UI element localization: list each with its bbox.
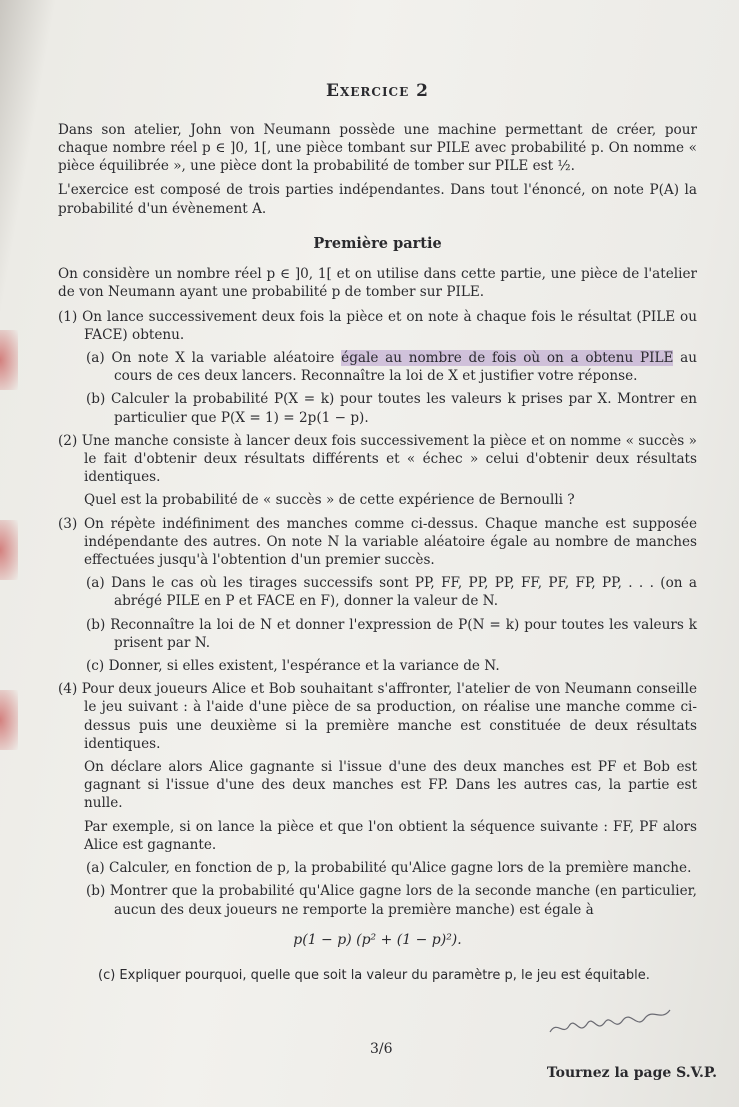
- sub-text: Dans le cas où les tirages successifs sont PP, FF, PP, PP, FF, PF, FP, PP, . . . (on a abrégé PILE en P et FACE en F), donner la valeur de N.: [111, 575, 697, 610]
- sub-label: (b): [86, 616, 106, 633]
- edge-shadow: [0, 330, 18, 390]
- question-1: [58, 308, 697, 344]
- exercise-title: Exercice 2: [326, 81, 429, 101]
- sub-text: Montrer que la probabilité qu'Alice gagne lors de la seconde manche (en particulier, aucun des deux joueurs ne remporte la première manche) est égale à: [109, 883, 697, 918]
- sub-text: Reconnaître la loi de N et donner l'expression de P(N = k) pour toutes les valeurs k prisent par N.: [110, 616, 697, 651]
- question-4a: [86, 859, 697, 877]
- question-number: (4): [58, 681, 78, 698]
- question-1a: [86, 349, 697, 385]
- question-text: Pour deux joueurs Alice et Bob souhaitant s'affronter, l'atelier de von Neumann conseille le jeu suivant : à l'aide d'une pièce de sa production, on réalise une manche comme ci-dessus puis une deuxième si la première manche est constituée de deux résultats identiques.: [81, 681, 697, 752]
- question-4c: (c) Expliquer pourquoi, quelle que soit la valeur du paramètre p, le jeu est équitable.: [98, 968, 650, 984]
- question-4-example: Par exemple, si on lance la pièce et que l'on obtient la séquence suivante : FF, PF alors Alice est gagnante.: [84, 818, 697, 853]
- turn-page-note: Tournez la page S.V.P.: [546, 1065, 717, 1081]
- question-3c: [86, 657, 697, 675]
- question-number: (1): [58, 308, 78, 325]
- question-number: (2): [58, 432, 78, 449]
- question-number: (3): [58, 515, 78, 532]
- question-text: Une manche consiste à lancer deux fois successivement la pièce et on nomme « succès » le fait d'obtenir deux résultats différents et « échec » celui d'obtenir deux résultats identiques.: [81, 432, 697, 486]
- sub-label: (c): [86, 658, 105, 675]
- question-2: [58, 432, 697, 487]
- sub-label: (b): [86, 391, 106, 408]
- sub-label: (b): [86, 883, 106, 900]
- question-3: [58, 515, 697, 570]
- intro-paragraph-2: L'exercice est composé de trois parties indépendantes. Dans tout l'énoncé, on note P(A) la probabilité d'un évènement A.: [58, 182, 697, 217]
- formula: p(1 − p) (p² + (1 − p)²).: [293, 931, 462, 948]
- sub-text: au cours de ces deux lancers. Reconnaître la loi de X et justifier votre réponse.: [114, 350, 697, 385]
- question-1b: [86, 390, 697, 426]
- part-title: Première partie: [313, 234, 442, 252]
- intro-paragraph-1: Dans son atelier, John von Neumann possède une machine permettant de créer, pour chaque nombre réel p ∈ ]0, 1[, une pièce tombant sur PILE avec probabilité p. On nomme « pièce équilibrée », une pièce dont la probabilité de tomber sur PILE est ½.: [58, 121, 697, 175]
- sub-label: (a): [86, 860, 105, 877]
- sub-text: Donner, si elles existent, l'espérance et la variance de N.: [108, 658, 500, 675]
- sub-label: (a): [86, 575, 105, 592]
- sub-text: On note X la variable aléatoire: [111, 350, 342, 367]
- question-3b: [86, 616, 697, 652]
- edge-shadow: [0, 690, 18, 750]
- part-intro: On considère un nombre réel p ∈ ]0, 1[ et on utilise dans cette partie, une pièce de l'atelier de von Neumann ayant une probabilité p de tomber sur PILE.: [58, 266, 697, 301]
- question-4-rules: On déclare alors Alice gagnante si l'issue d'une des deux manches est PF et Bob est gagnant si l'issue d'une des deux manches est FP. Dans les autres cas, la partie est nulle.: [84, 759, 697, 812]
- handwritten-signature-icon: [545, 1002, 675, 1042]
- question-text: On répète indéfiniment des manches comme ci-dessus. Chaque manche est supposée indépendante des autres. On note N la variable aléatoire égale au nombre de manches effectuées jusqu'à l'obtention d'un premier succès.: [84, 515, 697, 569]
- question-4b: [86, 882, 697, 918]
- edge-shadow: [0, 520, 18, 580]
- sub-text: Calculer, en fonction de p, la probabilité qu'Alice gagne lors de la première manche.: [109, 860, 692, 877]
- question-text: On lance successivement deux fois la pièce et on note à chaque fois le résultat (PILE ou FACE) obtenu.: [82, 308, 697, 343]
- page-number: 3/6: [370, 1041, 393, 1057]
- sub-text: Calculer la probabilité P(X = k) pour toutes les valeurs k prises par X. Montrer en particulier que P(X = 1) = 2p(1 − p).: [110, 391, 697, 426]
- question-4: [58, 680, 697, 753]
- question-3a: [86, 574, 697, 610]
- highlighted-text: égale au nombre de fois où on a obtenu PILE: [341, 350, 674, 367]
- question-2-followup: Quel est la probabilité de « succès » de cette expérience de Bernoulli ?: [84, 492, 575, 509]
- sub-label: (a): [86, 350, 105, 367]
